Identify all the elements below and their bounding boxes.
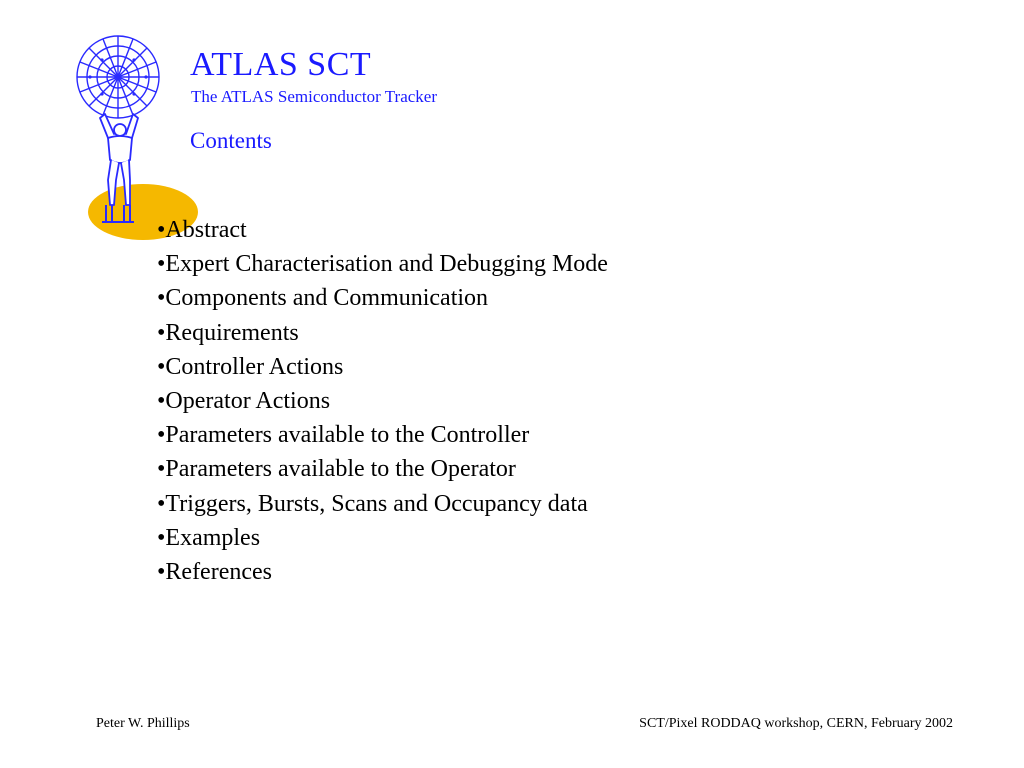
slide-title: ATLAS SCT [190,46,372,83]
contents-item-controller-parameters: • Parameters available to the Controller [157,418,608,452]
contents-item-operator-actions: • Operator Actions [157,384,608,418]
contents-item-requirements: • Requirements [157,316,608,350]
slide-subtitle: The ATLAS Semiconductor Tracker [191,87,437,106]
contents-item-controller-actions: • Controller Actions [157,350,608,384]
atlas-logo-icon [72,30,200,242]
contents-item-examples: • Examples [157,521,608,555]
contents-item-expert-mode: • Expert Characterisation and Debugging Mode [157,247,608,281]
footer-event: SCT/Pixel RODDAQ workshop, CERN, February 2002 [639,716,953,731]
contents-item-triggers: • Triggers, Bursts, Scans and Occupancy data [157,487,608,521]
contents-item-references: • References [157,555,608,589]
contents-item-abstract: • Abstract [157,213,608,247]
contents-list [157,213,608,589]
section-heading: Contents [190,128,272,153]
contents-item-components: • Components and Communication [157,281,608,315]
footer-author: Peter W. Phillips [96,716,190,731]
contents-item-operator-parameters: • Parameters available to the Operator [157,452,608,486]
